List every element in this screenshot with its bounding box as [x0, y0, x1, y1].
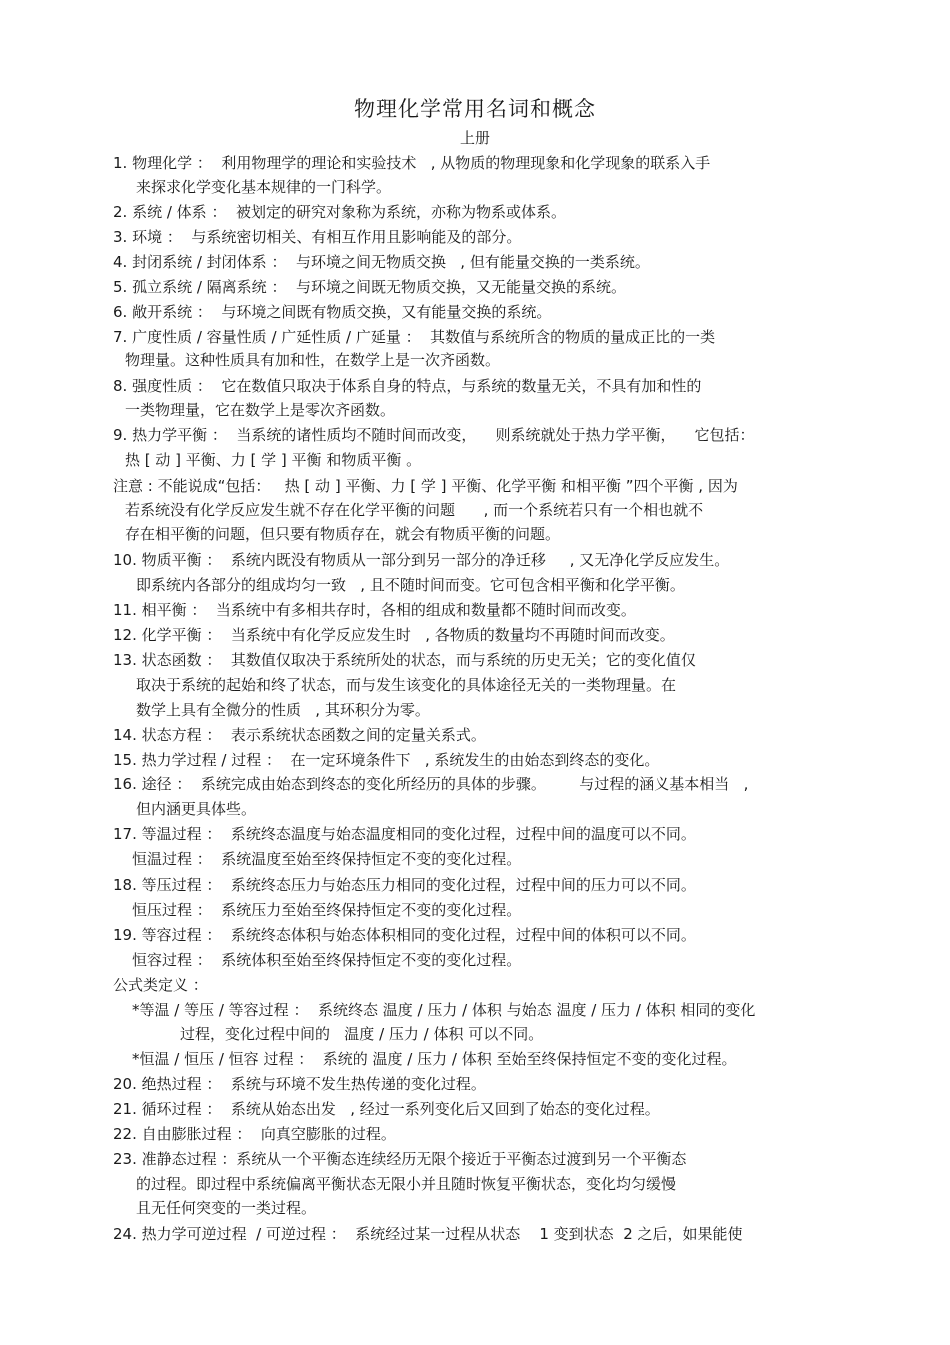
text-line: 即系统内各部分的组成均匀一致 , 且不随时间而变。它可包含相平衡和化学平衡。	[136, 576, 685, 594]
text-line: 17. 等温过程 ： 系统终态温度与始态温度相同的变化过程，过程中间的温度可以不同。	[113, 825, 696, 843]
text-line: 数学上具有全微分的性质 , 其环积分为零。	[136, 701, 430, 719]
text-line: 10. 物质平衡 ： 系统内既没有物质从一部分到另一部分的净迁移 , 又无净化学反应发生。	[113, 551, 730, 569]
text-line: 若系统没有化学反应发生就不存在化学平衡的问题 , 而一个系统若只有一个相也就不	[125, 501, 704, 519]
text-line: 6. 敞开系统 ： 与环境之间既有物质交换，又有能量交换的系统。	[113, 303, 552, 321]
text-line: *等温 / 等压 / 等容过程 ： 系统终态 温度 / 压力 / 体积 与始态 温度 / 压力 / 体积 相同的变化	[132, 1001, 756, 1019]
document-subtitle: 上册	[459, 129, 490, 147]
text-line: 2. 系统 / 体系 ： 被划定的研究对象称为系统，亦称为物系或体系。	[113, 203, 566, 221]
text-line: 22. 自由膨胀过程 ： 向真空膨胀的过程。	[113, 1125, 396, 1143]
text-line: 存在相平衡的问题，但只要有物质存在，就会有物质平衡的问题。	[125, 525, 561, 543]
text-line: 4. 封闭系统 / 封闭体系 ： 与环境之间无物质交换 , 但有能量交换的一类系统。	[113, 253, 650, 271]
text-line: 16. 途径 ： 系统完成由始态到终态的变化所经历的具体的步骤。 与过程的涵义基本相当 ,	[113, 775, 749, 793]
text-line: *恒温 / 恒压 / 恒容 过程 ： 系统的 温度 / 压力 / 体积 至始至终保持恒定不变的变化过程。	[132, 1050, 737, 1068]
text-line: 12. 化学平衡 ： 当系统中有化学反应发生时 , 各物质的数量均不再随时间而改变。	[113, 626, 675, 644]
text-line: 热 [ 动 ] 平衡、力 [ 学 ] 平衡 和物质平衡 。	[125, 451, 422, 469]
document-title: 物理化学常用名词和概念	[354, 97, 596, 121]
text-line: 15. 热力学过程 / 过程 ： 在一定环境条件下 , 系统发生的由始态到终态的变化。	[113, 751, 660, 769]
text-line: 注意 : 不能说成“包括： 热 [ 动 ] 平衡、力 [ 学 ] 平衡、化学平衡 和相平衡 ”四个平衡 , 因为	[113, 477, 738, 495]
text-line: 物理量。这种性质具有加和性，在数学上是一次齐函数。	[125, 351, 501, 369]
text-line: 7. 广度性质 / 容量性质 / 广延性质 / 广延量 ： 其数值与系统所含的物质的量成正比的一类	[113, 328, 716, 346]
text-line: 过程，变化过程中间的 温度 / 压力 / 体积 可以不同。	[180, 1025, 544, 1043]
text-line: 来探求化学变化基本规律的一门科学。	[136, 178, 392, 196]
text-line: 8. 强度性质 ： 它在数值只取决于体系自身的特点，与系统的数量无关，不具有加和性的	[113, 377, 702, 395]
text-line: 5. 孤立系统 / 隔离系统 ： 与环境之间既无物质交换，又无能量交换的系统。	[113, 278, 626, 296]
text-line: 9. 热力学平衡 ： 当系统的诸性质均不随时间而改变， 则系统就处于热力学平衡， 它包括：	[113, 426, 755, 444]
text-line: 的过程。即过程中系统偏离平衡状态无限小并且随时恢复平衡状态，变化均匀缓慢	[136, 1175, 677, 1193]
text-line: 23. 准静态过程 ：系统从一个平衡态连续经历无限个接近于平衡态过渡到另一个平衡态	[113, 1150, 687, 1168]
text-line: 但内涵更具体些。	[136, 800, 257, 818]
text-line: 14. 状态方程 ： 表示系统状态函数之间的定量关系式。	[113, 726, 486, 744]
text-line: 恒温过程 ： 系统温度至始至终保持恒定不变的变化过程。	[132, 850, 522, 868]
text-line: 1. 物理化学 ： 利用物理学的理论和实验技术 , 从物质的物理现象和化学现象的联系入手	[113, 154, 711, 172]
text-line: 恒压过程 ： 系统压力至始至终保持恒定不变的变化过程。	[132, 901, 522, 919]
text-line: 13. 状态函数 ： 其数值仅取决于系统所处的状态，而与系统的历史无关；它的变化值仅	[113, 651, 696, 669]
text-line: 18. 等压过程 ： 系统终态压力与始态压力相同的变化过程，过程中间的压力可以不同。	[113, 876, 696, 894]
text-line: 公式类定义 ：	[113, 976, 208, 994]
text-line: 11. 相平衡 ： 当系统中有多相共存时，各相的组成和数量都不随时间而改变。	[113, 601, 636, 619]
text-line: 21. 循环过程 ： 系统从始态出发 , 经过一系列变化后又回到了始态的变化过程。	[113, 1100, 660, 1118]
text-line: 3. 环境 ： 与系统密切相关、有相互作用且影响能及的部分。	[113, 228, 522, 246]
text-line: 19. 等容过程 ： 系统终态体积与始态体积相同的变化过程，过程中间的体积可以不同。	[113, 926, 696, 944]
text-line: 恒容过程 ： 系统体积至始至终保持恒定不变的变化过程。	[132, 951, 522, 969]
text-line: 20. 绝热过程 ： 系统与环境不发生热传递的变化过程。	[113, 1075, 486, 1093]
text-line: 且无任何突变的一类过程。	[136, 1199, 317, 1217]
text-line: 取决于系统的起始和终了状态，而与发生该变化的具体途径无关的一类物理量。在	[136, 676, 677, 694]
text-line: 24. 热力学可逆过程 / 可逆过程 ： 系统经过某一过程从状态 1 变到状态 2 之后，如果能使	[113, 1225, 743, 1243]
text-line: 一类物理量，它在数学上是零次齐函数。	[125, 401, 396, 419]
